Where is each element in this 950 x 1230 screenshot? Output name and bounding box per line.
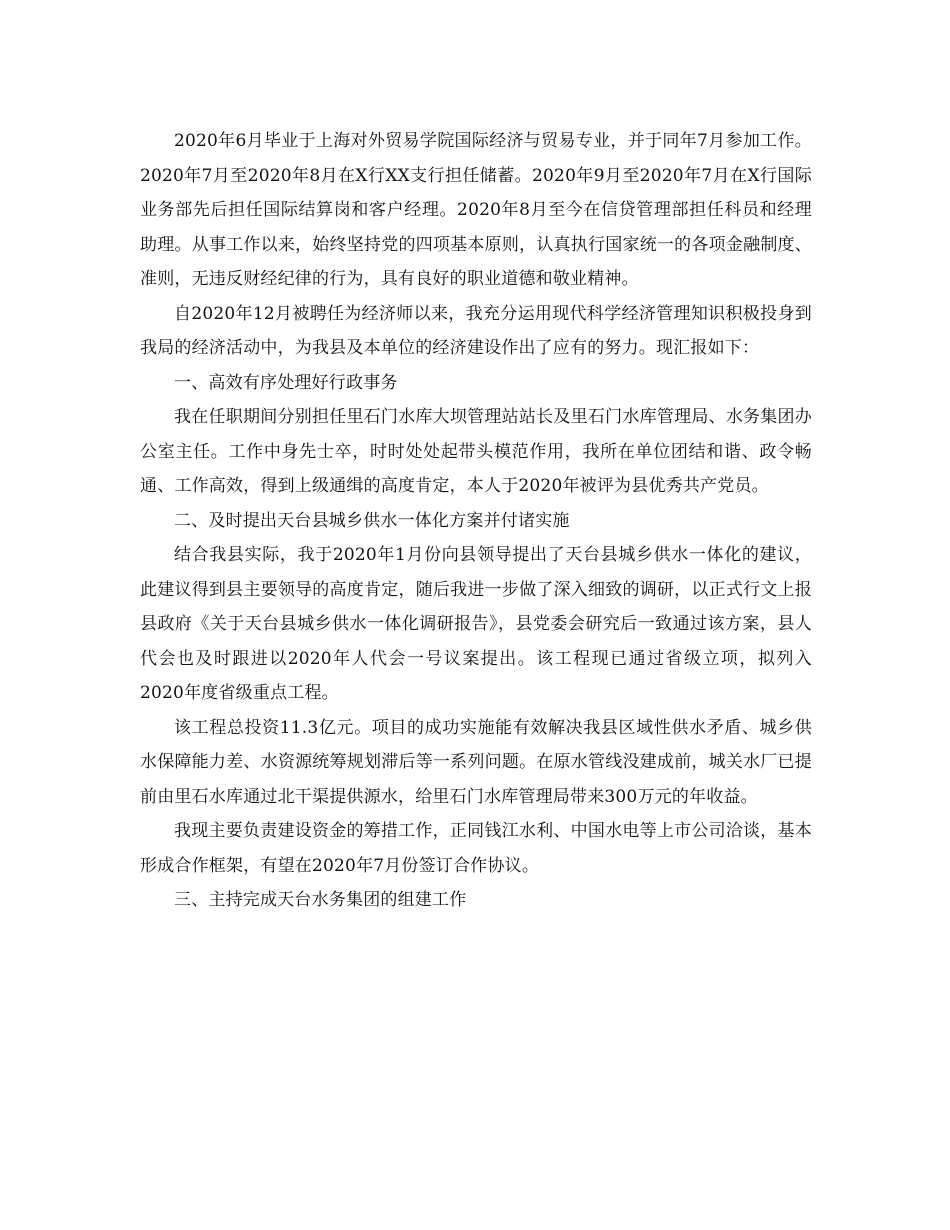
paragraph-water-supply-proposal: 结合我县实际，我于2020年1月份向县领导提出了天台县城乡供水一体化的建议，此建议得到县主要领导的高度肯定，随后我进一步做了深入细致的调研，以正式行文上报县政府《关于天台县城乡供水一体化调研报告》，县党委会研究后一致通过该方案，县人代会也及时跟进以2020年人代会一号议案提出。该工程现已通过省级立项，拟列入2020年度省级重点工程。 xyxy=(140,545,812,703)
document-body xyxy=(140,124,812,918)
paragraph-economist-intro: 自2020年12月被聘任为经济师以来，我充分运用现代科学经济管理知识积极投身到我局的经济活动中，为我县及本单位的经济建设作出了应有的努力。现汇报如下： xyxy=(140,303,812,358)
paragraph-project-investment: 该工程总投资11.3亿元。项目的成功实施能有效解决我县区域性供水矛盾、城乡供水保障能力差、水资源统筹规划滞后等一系列问题。在原水管线没建成前，城关水厂已提前由里石水库通过北干渠提供源水，给里石门水库管理局带来300万元的年收益。 xyxy=(140,717,812,807)
section-heading-water-group: 三、主持完成天台水务集团的组建工作 xyxy=(174,890,467,910)
paragraph-administrative-affairs: 我在任职期间分别担任里石门水库大坝管理站站长及里石门水库管理局、水务集团办公室主任。工作中身先士卒，时时处处起带头模范作用，我所在单位团结和谐、政令畅通、工作高效，得到上级通缉的高度肯定，本人于2020年被评为县优秀共产党员。 xyxy=(140,407,812,496)
paragraph-education-work-history: 2020年6月毕业于上海对外贸易学院国际经济与贸易专业，并于同年7月参加工作。2020年7月至2020年8月在X行XX支行担任储蓄。2020年9月至2020年7月在X行国际业务部先后担任国际结算岗和客户经理。2020年8月至今在信贷管理部担任科员和经理助理。从事工作以来，始终坚持党的四项基本原则，认真执行国家统一的各项金融制度、准则，无违反财经纪律的行为，具有良好的职业道德和敬业精神。 xyxy=(140,131,812,289)
section-heading-water-supply-plan: 二、及时提出天台县城乡供水一体化方案并付诸实施 xyxy=(174,510,570,531)
section-heading-administrative-affairs: 一、高效有序处理好行政事务 xyxy=(174,372,398,393)
paragraph-funding: 我现主要负责建设资金的筹措工作，正同钱江水利、中国水电等上市公司洽谈，基本形成合作框架，有望在2020年7月份签订合作协议。 xyxy=(140,821,812,876)
